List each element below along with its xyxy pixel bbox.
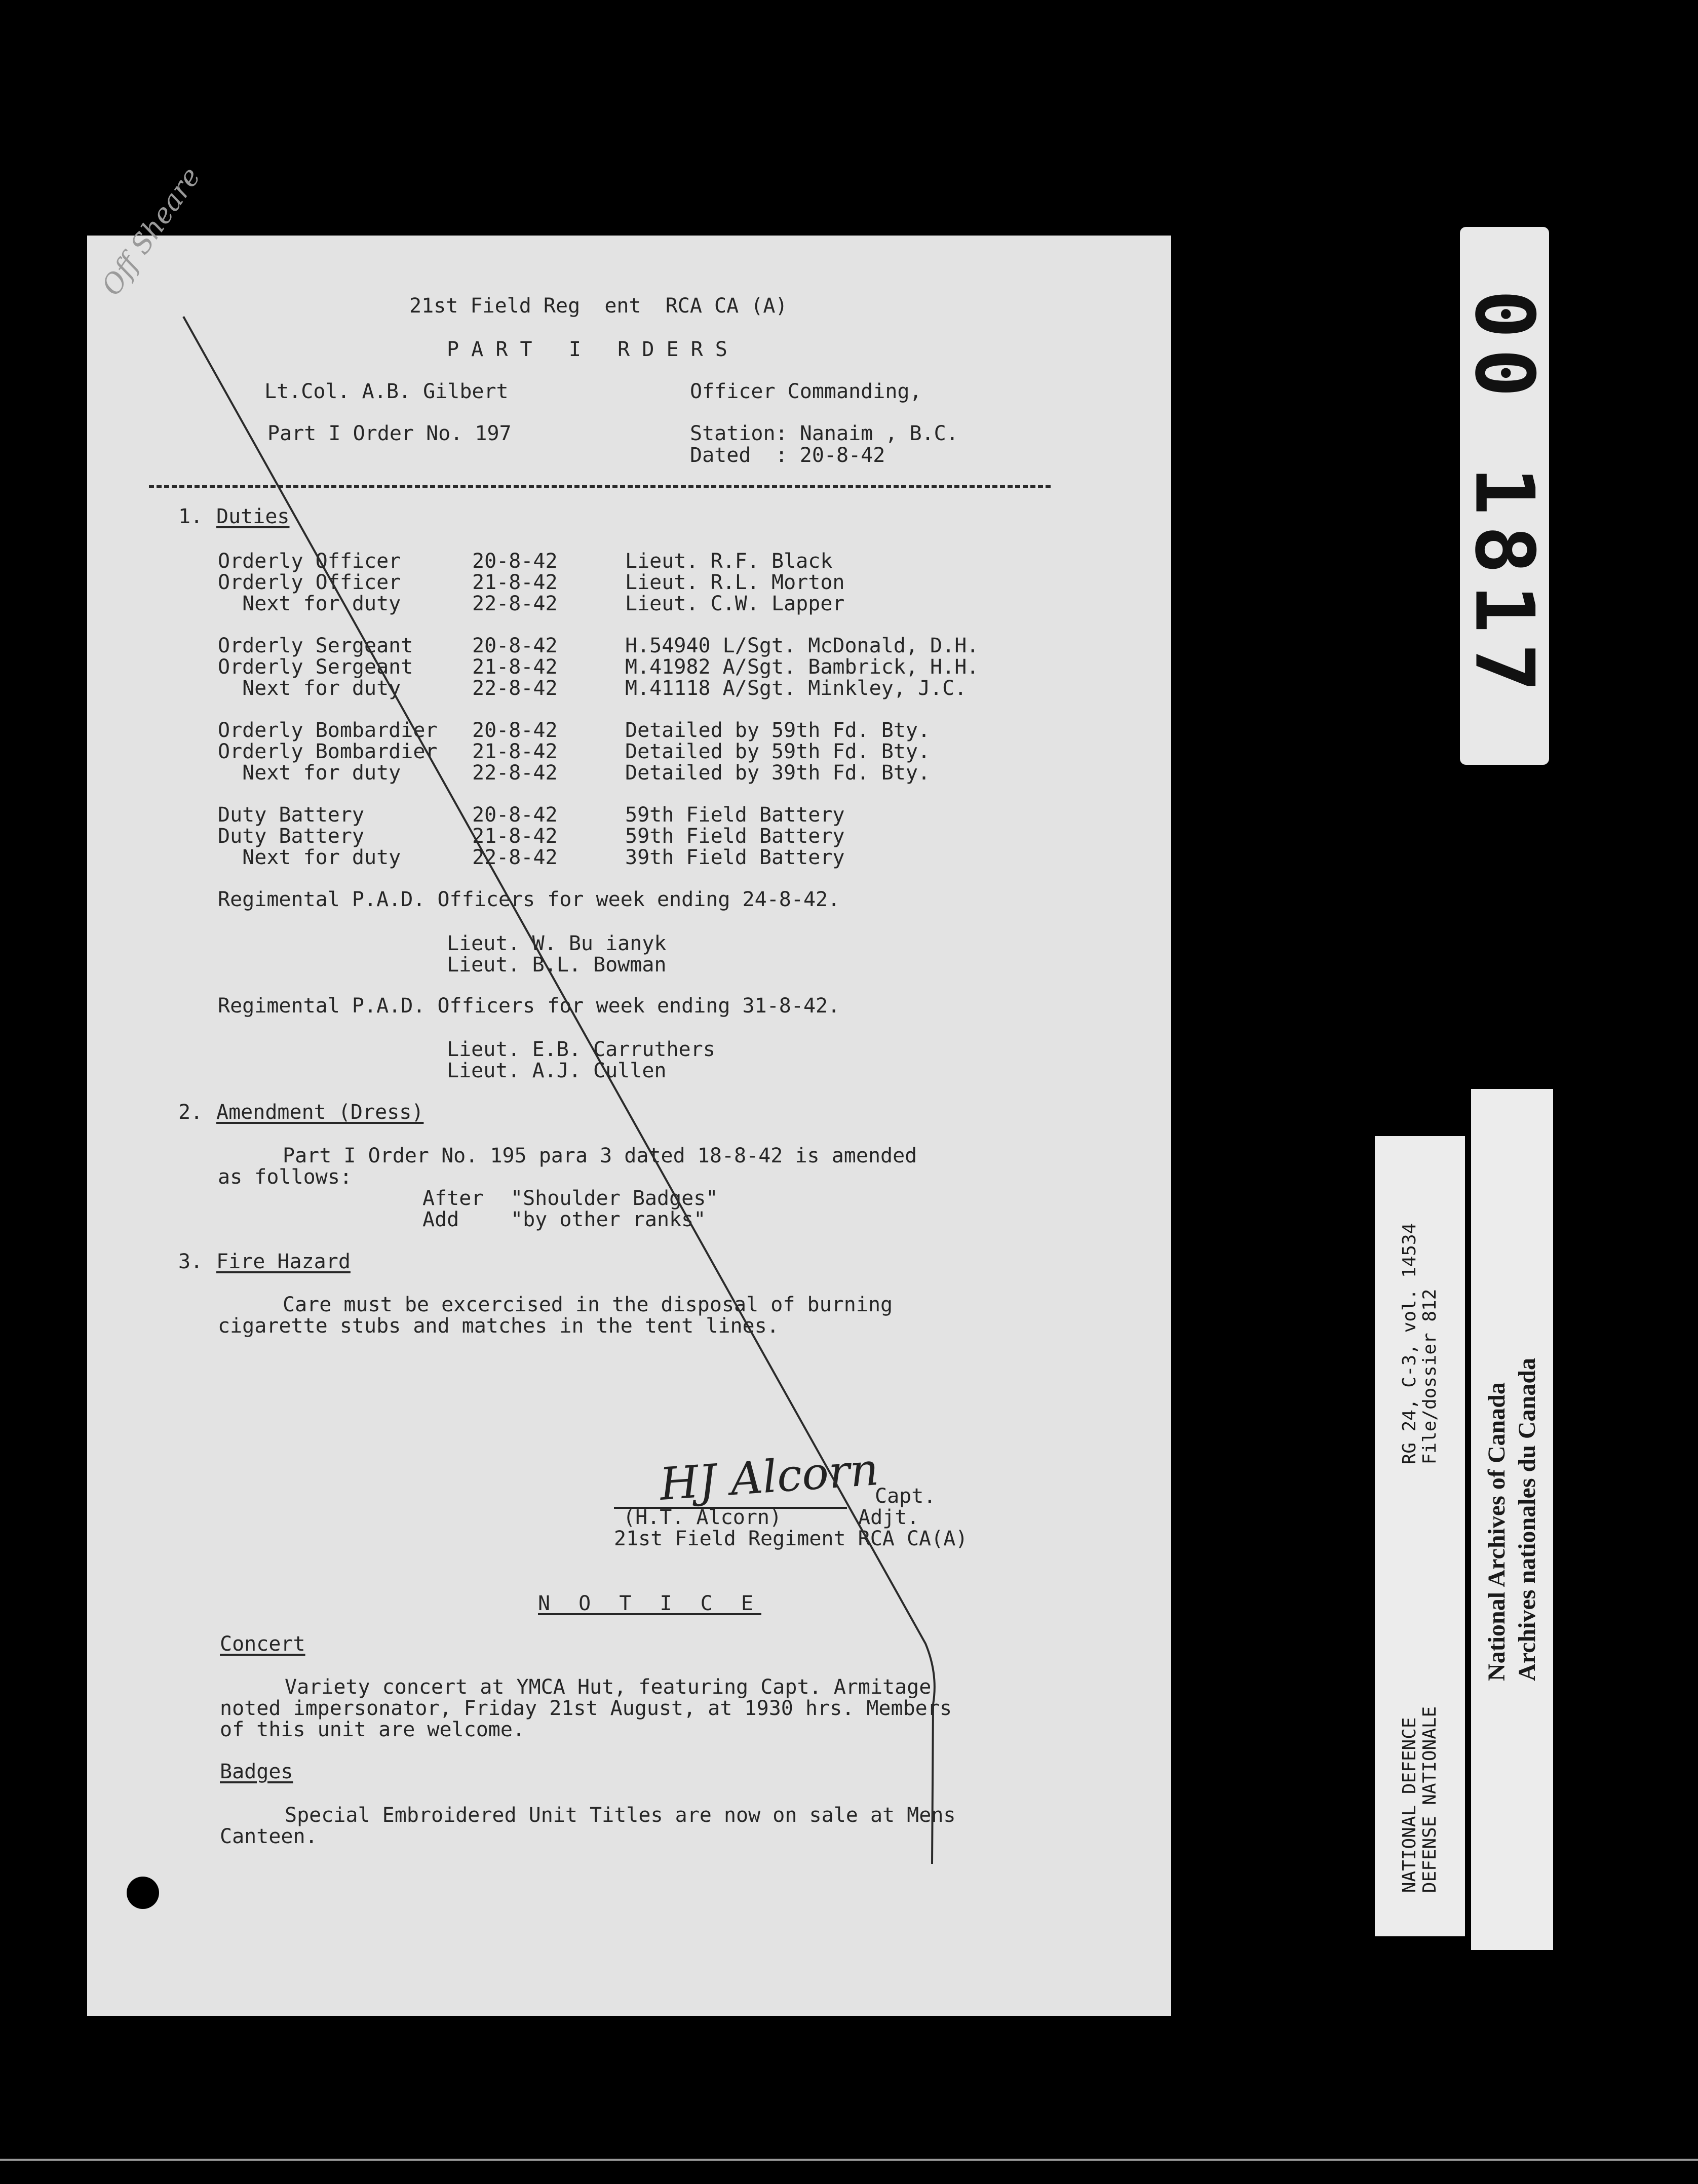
station: Station: Nanaim , B.C. [690, 422, 958, 445]
signatory-rank: Capt. [875, 1485, 936, 1508]
section-title-duties: Duties [216, 505, 290, 528]
pad-officer: Lieut. B.L. Bowman [447, 953, 667, 977]
pad-heading: Regimental P.A.D. Officers for week ending 24-8-42. [218, 888, 840, 911]
pad-heading: Regimental P.A.D. Officers for week ending 31-8-42. [218, 994, 840, 1018]
national-archives-name: National Archives of Canada Archives nationales du Canada [1483, 1358, 1540, 1681]
archive-reference: RG 24, C-3, vol. 14534 File/dossier 812 [1399, 1223, 1440, 1465]
concert-text: noted impersonator, Friday 21st August, at 1930 hrs. Members [220, 1697, 952, 1720]
badges-text: Canteen. [220, 1825, 318, 1848]
order-number: Part I Order No. 197 [267, 422, 512, 445]
concert-text: of this unit are welcome. [220, 1718, 525, 1741]
section-number: 1. [178, 505, 203, 528]
amendment-add-value: "by other ranks" [511, 1208, 706, 1231]
fire-hazard-text: cigarette stubs and matches in the tent lines. [218, 1314, 779, 1338]
commander-name: Lt.Col. A.B. Gilbert [264, 380, 509, 403]
notice-title: N O T I C E [538, 1592, 761, 1615]
national-archives-label [1471, 1089, 1553, 1950]
amendment-after-value: "Shoulder Badges" [511, 1187, 718, 1210]
orders-title: P A R T I R D E R S [447, 338, 727, 361]
margin-handwriting: Off Sheare [95, 161, 207, 301]
handwritten-signature: HJ Alcorn [658, 1443, 880, 1510]
pad-officer: Lieut. A.J. Cullen [447, 1059, 667, 1082]
punch-hole [127, 1877, 159, 1909]
concert-text: Variety concert at YMCA Hut, featuring Capt. Armitage [285, 1675, 932, 1699]
diagonal-pen-stroke [87, 236, 1171, 2016]
department-name: NATIONAL DEFENCE DEFENSE NATIONALE [1399, 1706, 1440, 1893]
section-number: 3. [178, 1250, 203, 1273]
concert-heading: Concert [220, 1632, 305, 1656]
section-title-amendment: Amendment (Dress) [216, 1101, 424, 1124]
frame-number-strip [1457, 227, 1552, 765]
fire-hazard-text: Care must be excercised in the disposal of burning [283, 1293, 893, 1316]
header-divider [149, 485, 1051, 488]
section-title-fire-hazard: Fire Hazard [216, 1250, 351, 1273]
document-page: Off Sheare 21st Field Reg ent RCA CA (A) P A R T I R D E R S Lt.Col. A.B. Gilbert Officer Commanding, Part I Order No. 197 Station: Nanaim , B.C. Dated : 20-8-42 1. Duties Orderly Officer 20-8-42 Lieut. R.F. Black Orderly Officer 21-8-42 Lieut. R.L. Morton Next for duty 22-8-42 Lieut. C.W. Lapper Orderly Sergeant 20-8-42 H.54940 L/Sgt. McDonald, D.H. Orderly Sergeant 21-8-42 M.41982 A/Sgt. Bambrick, H.H. Next for duty 22-8-42 M.41118 A/Sgt. Minkley, J.C. Orderly Bombardier 20-8-42 Detailed by 59th Fd. Bty. Orderly Bombardier 21-8-42 Detailed by 59th Fd. Bty. Next for duty 22-8-42 Detailed by 39th Fd. Bty. Duty Battery 20-8-42 59th Field Battery Duty Battery 21-8-42 59th Field Battery Next for duty 22-8-42 39th Field Battery Regimental P.A.D. Officers for week ending 24-8-42. Lieut. W. Bu ianyk Lieut. B.L. Bowman Regimental P.A.D. Officers for week ending 31-8-42. Lieut. E.B. Carruthers Lieut. A.J. Cullen 2. Amendment (Dress) Part I Order No. 195 para 3 dated 18-8-42 is amended as follows: After "Shoulder Badges" Add "by other ranks" 3. Fire Hazard Care must be excercised in the disposal of burning cigarette stubs and matches in the tent lines. HJ Alcorn Capt. (H.T. Alcorn) Adjt. 21st Field Regiment RCA CA(A) N O T I C E Concert Variety concert at YMCA Hut, featuring Capt. Armitage noted impersonator, Friday 21st August, at 1930 hrs. Members of this unit are welcome. Badges Special Embroidered Unit Titles are now on sale at Mens Canteen. [87, 236, 1171, 2016]
frame-number: 00 1817 [1457, 289, 1552, 703]
amendment-after-label: After [422, 1187, 484, 1210]
section-number: 2. [178, 1101, 203, 1124]
signatory-unit: 21st Field Regiment RCA CA(A) [614, 1527, 968, 1550]
signatory-role: Adjt. [858, 1506, 919, 1529]
unit-heading: 21st Field Reg ent RCA CA (A) [409, 294, 788, 318]
pad-officer: Lieut. E.B. Carruthers [447, 1038, 715, 1061]
amendment-text: as follows: [218, 1165, 352, 1189]
amendment-add-label: Add [422, 1208, 459, 1231]
pad-officer: Lieut. W. Bu ianyk [447, 932, 667, 955]
scan-bottom-line [0, 2159, 1698, 2161]
badges-text: Special Embroidered Unit Titles are now on sale at Mens [285, 1804, 956, 1827]
order-date: Dated : 20-8-42 [690, 444, 885, 467]
badges-heading: Badges [220, 1760, 293, 1783]
commander-role: Officer Commanding, [690, 380, 922, 403]
signatory-name: (H.T. Alcorn) [623, 1506, 782, 1529]
amendment-text: Part I Order No. 195 para 3 dated 18-8-42 is amended [283, 1144, 917, 1167]
archive-reference-label [1375, 1136, 1465, 1936]
